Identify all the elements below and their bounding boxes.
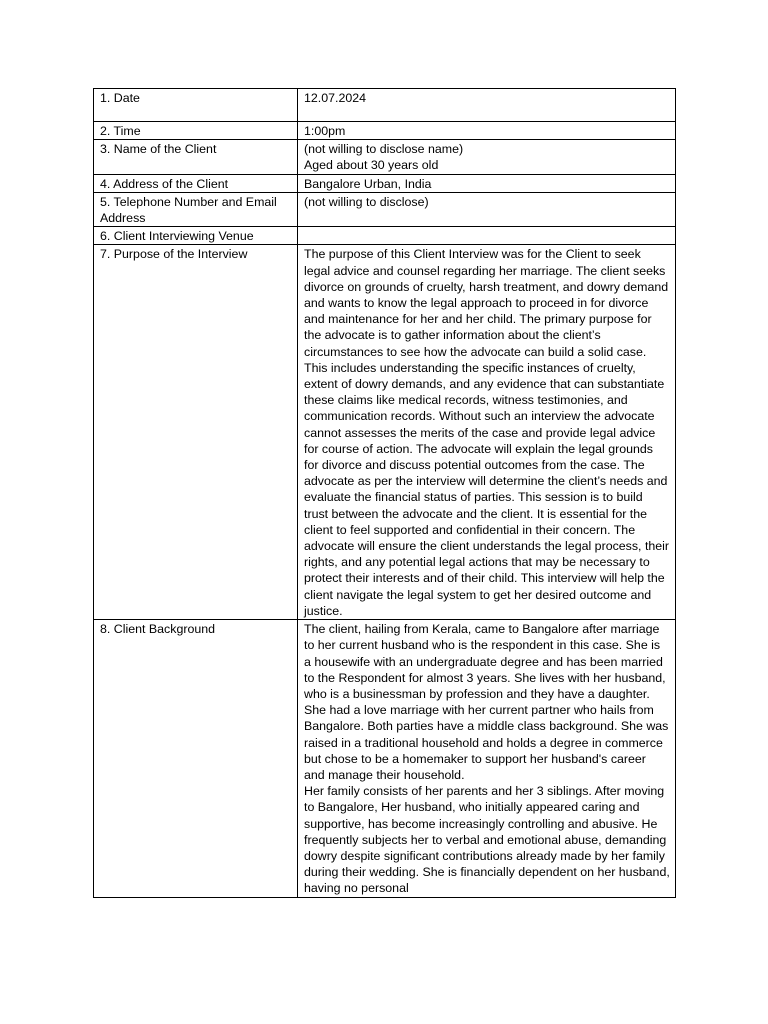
client-age-line: Aged about 30 years old (304, 158, 439, 173)
background-paragraph-2: Her family consists of her parents and her 3 siblings. After moving to Bangalore, Her husband, who initially appeared caring and supportive, has become increasingly controlling and abusive. He frequently subjects her to verbal and emotional abuse, demanding dowry despite significant contributions already made by her family during their wedding. She is financially dependent on her husband, having no personal (304, 784, 670, 896)
row-client-address (94, 174, 676, 192)
client-name-value (298, 140, 676, 174)
time-label: 2. Time (94, 122, 298, 140)
row-client-name (94, 140, 676, 174)
purpose-label: 7. Purpose of the Interview (94, 245, 298, 620)
client-address-value: Bangalore Urban, India (298, 174, 676, 192)
time-value: 1:00pm (298, 122, 676, 140)
date-value: 12.07.2024 (298, 89, 676, 122)
date-label: 1. Date (94, 89, 298, 122)
row-time (94, 122, 676, 140)
background-paragraph-1: The client, hailing from Kerala, came to Bangalore after marriage to her current husband who is the respondent in this case. She is a housewife with an undergraduate degree and has been married to the Respondent for almost 3 years. She lives with her husband, who is a businessman by profession and they have a daughter. She had a love marriage with her current partner who hails from Bangalore. Both parties have a middle class background. She was raised in a traditional household and holds a degree in commerce but chose to be a homemaker to support her husband's career and manage their household. (304, 622, 669, 782)
client-name-line: (not willing to disclose name) (304, 142, 464, 157)
interview-form (93, 88, 675, 898)
background-text (298, 620, 676, 897)
row-contact (94, 192, 676, 226)
background-label: 8. Client Background (94, 620, 298, 897)
row-date (94, 89, 676, 122)
contact-label: 5. Telephone Number and Email Address (94, 192, 298, 226)
row-background (94, 620, 676, 897)
venue-label: 6. Client Interviewing Venue (94, 227, 298, 245)
purpose-text: The purpose of this Client Interview was for the Client to seek legal advice and counsel regarding her marriage. The client seeks divorce on grounds of cruelty, harsh treatment, and dowry demand and wants to know the legal approach to proceed in for divorce and maintenance for her and her child. The primary purpose for the advocate is to gather information about the client’s circumstances to see how the advocate can build a solid case. This includes understanding the specific instances of cruelty, extent of dowry demands, and any evidence that can substantiate these claims like medical records, witness testimonies, and communication records. Without such an interview the advocate cannot assesses the merits of the case and provide legal advice for course of action. The advocate will explain the legal grounds for divorce and discuss potential outcomes from the case. The advocate as per the interview will determine the client’s needs and evaluate the financial status of parties. This session is to build trust between the advocate and the client. It is essential for the client to feel supported and confidential in their concern. The advocate will ensure the client understands the legal process, their rights, and any potential legal actions that may be necessary to protect their interests and of their child. This interview will help the client navigate the legal system to get her desired outcome and justice. (298, 245, 676, 620)
row-purpose (94, 245, 676, 620)
contact-value: (not willing to disclose) (298, 192, 676, 226)
client-name-label: 3. Name of the Client (94, 140, 298, 174)
client-address-label: 4. Address of the Client (94, 174, 298, 192)
client-interview-table (93, 88, 676, 898)
row-venue (94, 227, 676, 245)
venue-value (298, 227, 676, 245)
